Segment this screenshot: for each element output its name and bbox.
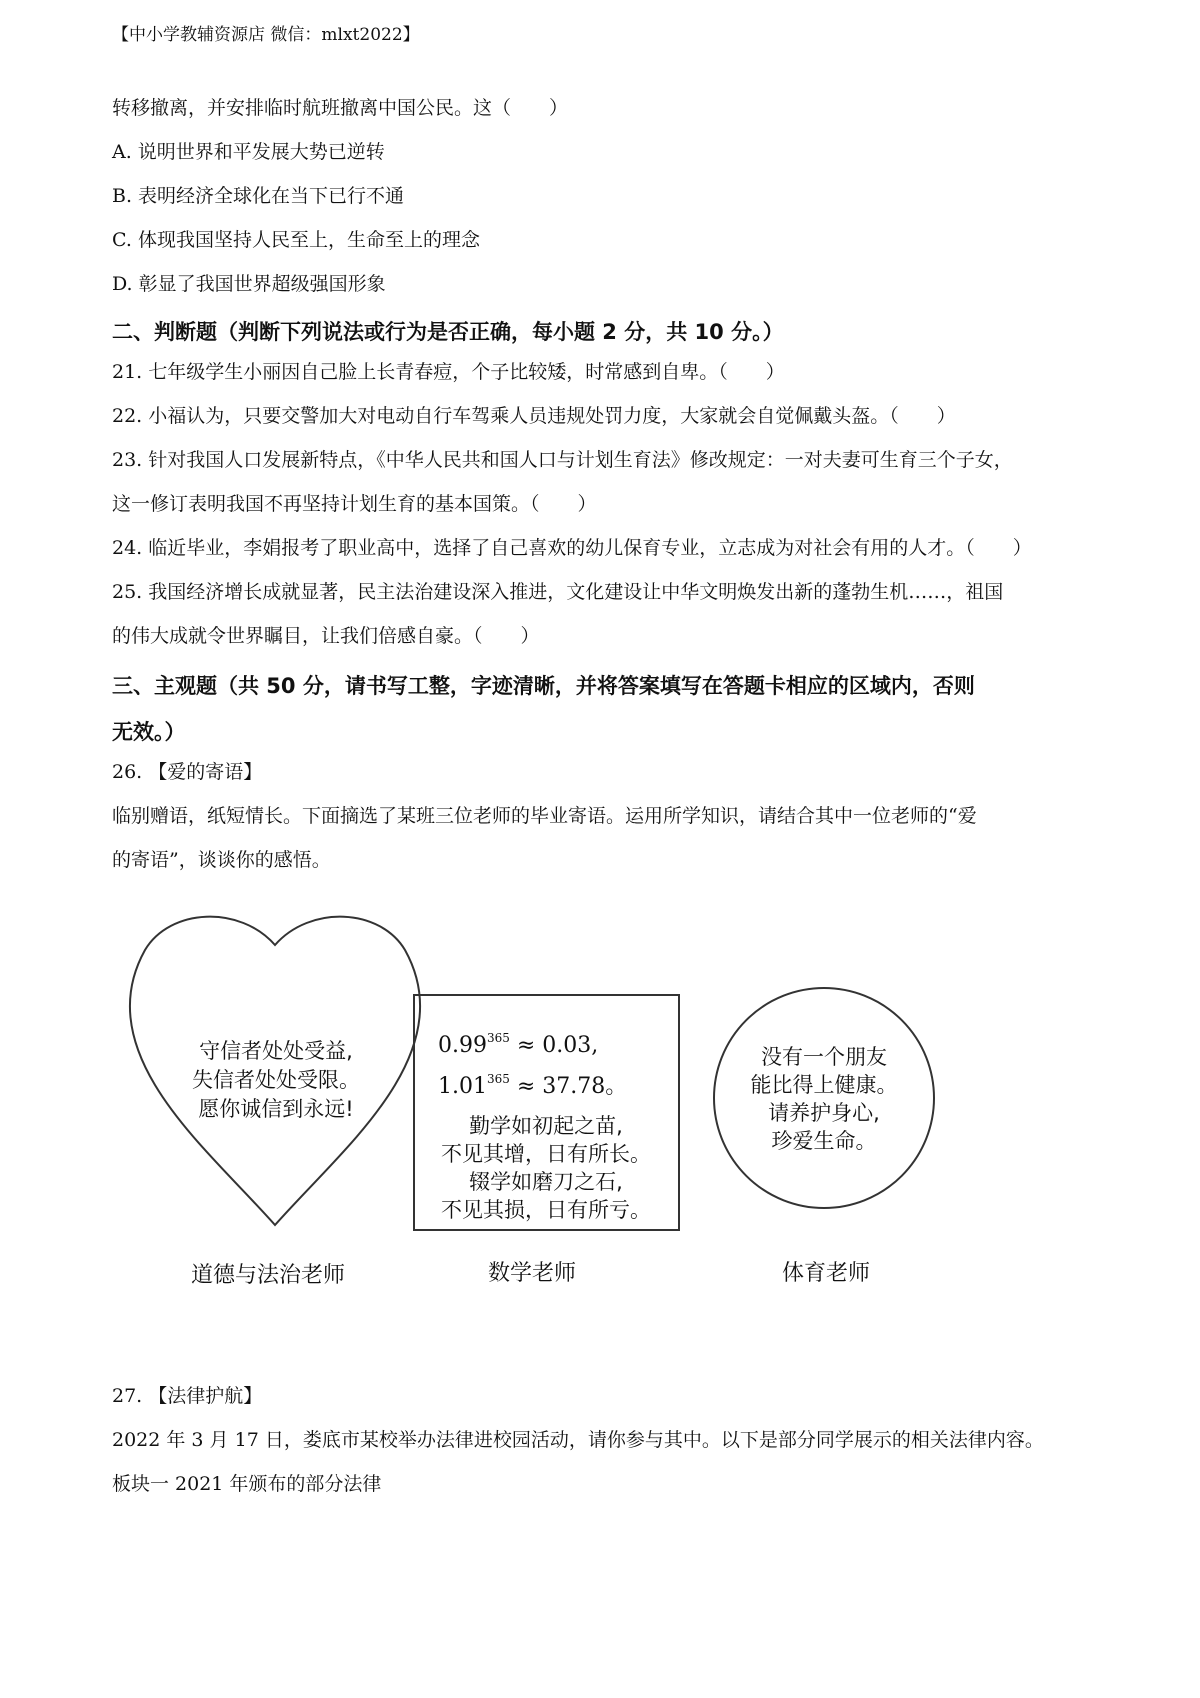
box-text-line1: 勤学如初起之苗, (469, 1114, 623, 1138)
box-text-line4: 不见其损，日有所亏。 (441, 1198, 651, 1222)
option-a: A. 说明世界和平发展大势已逆转 (112, 141, 385, 163)
question-26-text-line2: 的寄语”，谈谈你的感悟。 (112, 849, 331, 871)
question-25-line1: 25. 我国经济增长成就显著，民主法治建设深入推进，文化建设让中华文明焕发出新的蓬勃生机……，祖国 (112, 581, 1004, 603)
heart-text-line2: 失信者处处受限。 (192, 1068, 360, 1092)
question-27-subsection: 板块一 2021 年颁布的部分法律 (112, 1473, 382, 1495)
circle-text-line1: 没有一个朋友 (761, 1045, 887, 1069)
heart-text-line3: 愿你诚信到永远! (198, 1097, 354, 1121)
box-text-line2: 不见其增，日有所长。 (441, 1142, 651, 1166)
health-circle (714, 988, 934, 1208)
question-22: 22. 小福认为，只要交警加大对电动自行车驾乘人员违规处罚力度，大家就会自觉佩戴头盔。（ ） (112, 405, 956, 427)
question-21: 21. 七年级学生小丽因自己脸上长青春痘，个子比较矮，时常感到自卑。（ ） (112, 361, 785, 383)
option-b: B. 表明经济全球化在当下已行不通 (112, 185, 405, 207)
question-25-line2: 的伟大成就令世界瞩目，让我们倍感自豪。（ ） (112, 625, 540, 647)
section-3-title-line1: 三、主观题（共 50 分，请书写工整，字迹清晰，并将答案填写在答题卡相应的区域内，否则 (112, 674, 975, 698)
circle-caption: 体育老师 (781, 1261, 871, 1286)
box-caption: 数学老师 (487, 1261, 577, 1286)
question-24: 24. 临近毕业，李娟报考了职业高中，选择了自己喜欢的幼儿保育专业，立志成为对社会有用的人才。（ ） (112, 537, 1032, 559)
math-formula-1: $0.99^{365} \approx 0.03$, (438, 1031, 599, 1058)
heart-shape (130, 917, 420, 1225)
circle-text-line4: 珍爱生命。 (771, 1129, 877, 1153)
question-23-line2: 这一修订表明我国不再坚持计划生育的基本国策。（ ） (112, 493, 597, 515)
option-d: D. 彰显了我国世界超级强国形象 (112, 273, 386, 295)
section-3-title-line2: 无效。） (112, 720, 186, 744)
question-23-line1: 23. 针对我国人口发展新特点，《中华人民共和国人口与计划生育法》修改规定：一对夫妻可生育三个子女， (112, 449, 1013, 471)
header-note: 【中小学教辅资源店 微信：mlxt2022】 (112, 25, 420, 45)
math-box (414, 995, 679, 1230)
circle-text-line3: 请养护身心, (768, 1101, 880, 1125)
math-formula-2: $1.01^{365} \approx 37.78$。 (438, 1072, 628, 1099)
question-27-label: 27. 【法律护航】 (112, 1385, 263, 1407)
box-text-line3: 辍学如磨刀之石, (469, 1170, 623, 1194)
heart-text-line1: 守信者处处受益, (199, 1039, 353, 1063)
circle-text-line2: 能比得上健康。 (750, 1073, 898, 1097)
question-26-text-line1: 临别赠语，纸短情长。下面摘选了某班三位老师的毕业寄语。运用所学知识，请结合其中一位老师的“爱 (112, 805, 977, 827)
question-stem-tail: 转移撤离，并安排临时航班撤离中国公民。这（ ） (112, 97, 569, 119)
section-2-title: 二、判断题（判断下列说法或行为是否正确，每小题 2 分，共 10 分。） (112, 320, 784, 344)
question-27-text: 2022 年 3 月 17 日，娄底市某校举办法律进校园活动，请你参与其中。以下是部分同学展示的相关法律内容。 (112, 1429, 1044, 1451)
heart-caption: 道德与法治老师 (190, 1263, 346, 1288)
question-26-label: 26. 【爱的寄语】 (112, 761, 263, 783)
option-c: C. 体现我国坚持人民至上，生命至上的理念 (112, 229, 480, 251)
